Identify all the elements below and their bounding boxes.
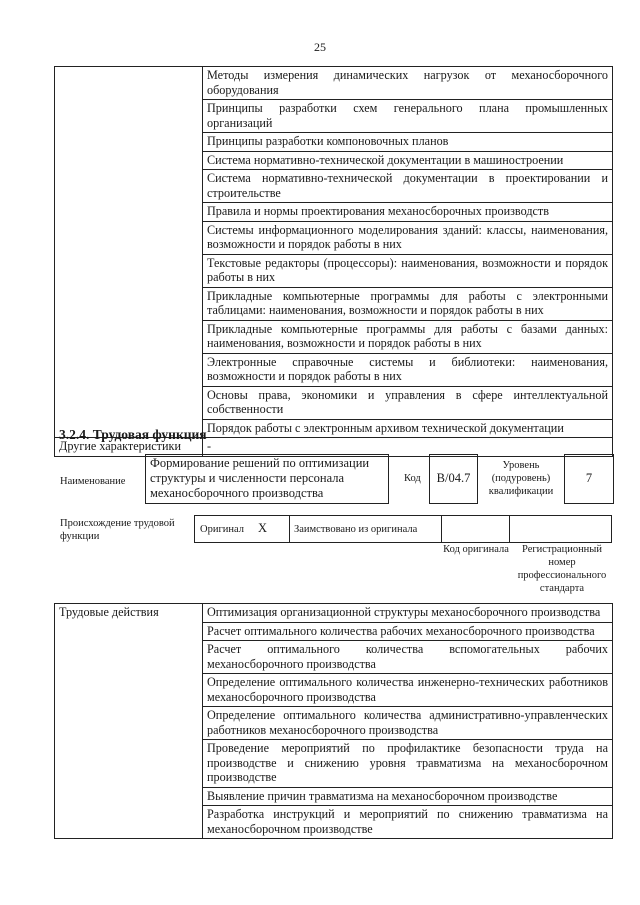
section-title: 3.2.4. Трудовая функция xyxy=(59,427,207,442)
borrowed-label: Заимствовано из оригинала xyxy=(294,524,418,535)
table-row xyxy=(55,67,613,100)
table-cell: Порядок работы с электронным архивом технической документации xyxy=(203,419,613,438)
table-cell: Электронные справочные системы и библиотеки: наименования, возможности и порядок работы в них xyxy=(203,353,613,386)
table-cell: Расчет оптимального количества вспомогательных рабочих механосборочного производства xyxy=(203,641,613,674)
table-cell: Прикладные компьютерные программы для работы с базами данных: наименования, возможности и порядок работы в них xyxy=(203,320,613,353)
level-label: Уровень (подуровень) квалификации xyxy=(488,460,554,497)
table-cell: Правила и нормы проектирования механосборочных производств xyxy=(203,203,613,222)
table-cell: Расчет оптимального количества рабочих механосборочного производства xyxy=(203,622,613,641)
code-label: Код xyxy=(404,473,421,484)
table-cell: Принципы разработки схем генерального плана промышленных организаций xyxy=(203,100,613,133)
page-number: 25 xyxy=(314,40,326,54)
table-cell: Оптимизация организационной структуры механосборочного производства xyxy=(203,604,613,623)
knowledge-table xyxy=(54,66,613,457)
table-cell: Методы измерения динамических нагрузок от механосборочного оборудования xyxy=(203,67,613,100)
origin-divider xyxy=(509,515,510,543)
table-cell: Проведение мероприятий по профилактике безопасности труда на производстве и снижению уровня травматизма на механосборочном производстве xyxy=(203,740,613,788)
table-cell: Системы информационного моделирования зданий: классы, наименования, возможности и порядок работы в них xyxy=(203,221,613,254)
origin-divider xyxy=(441,515,442,543)
other-characteristics-value: - xyxy=(203,438,613,457)
labor-actions-table xyxy=(54,603,613,839)
original-mark: X xyxy=(258,521,268,535)
registration-number-caption: Регистрационный номер профессионального стандарта xyxy=(517,544,607,594)
table-cell: Определение оптимального количества административно-управленческих работников механосборочного производства xyxy=(203,707,613,740)
other-characteristics-label: Другие характеристики xyxy=(55,438,203,457)
origin-label: Происхождение трудовой функции xyxy=(60,518,175,542)
table-cell: Система нормативно-технической документации в машиностроении xyxy=(203,151,613,170)
level-value: 7 xyxy=(585,471,593,485)
origin-divider xyxy=(289,515,290,543)
table-cell-label-empty xyxy=(55,67,203,438)
table-cell: Основы права, экономики и управления в сфере интеллектуальной собственности xyxy=(203,386,613,419)
name-label: Наименование xyxy=(60,476,126,487)
table-cell: Система нормативно-технической документации в проектировании и строительстве xyxy=(203,170,613,203)
table-cell: Выявление причин травматизма на механосборочном производстве xyxy=(203,787,613,806)
table-cell: Определение оптимального количества инженерно-технических работников механосборочного производства xyxy=(203,674,613,707)
table-cell: Прикладные компьютерные программы для работы с электронными таблицами: наименования, возможности и порядок работы в них xyxy=(203,287,613,320)
table-row xyxy=(55,604,613,623)
original-label: Оригинал xyxy=(200,524,244,535)
code-value: B/04.7 xyxy=(436,471,471,485)
table-cell: Разработка инструкций и мероприятий по снижению травматизма на механосборочном производстве xyxy=(203,806,613,839)
code-original-caption: Код оригинала xyxy=(443,544,509,555)
table-cell: Принципы разработки компоновочных планов xyxy=(203,133,613,152)
table-cell: Текстовые редакторы (процессоры): наименования, возможности и порядок работы в них xyxy=(203,254,613,287)
function-name-value: Формирование решений по оптимизации структуры и численности персонала механосборочного производства xyxy=(150,456,370,500)
labor-actions-label: Трудовые действия xyxy=(55,604,203,839)
